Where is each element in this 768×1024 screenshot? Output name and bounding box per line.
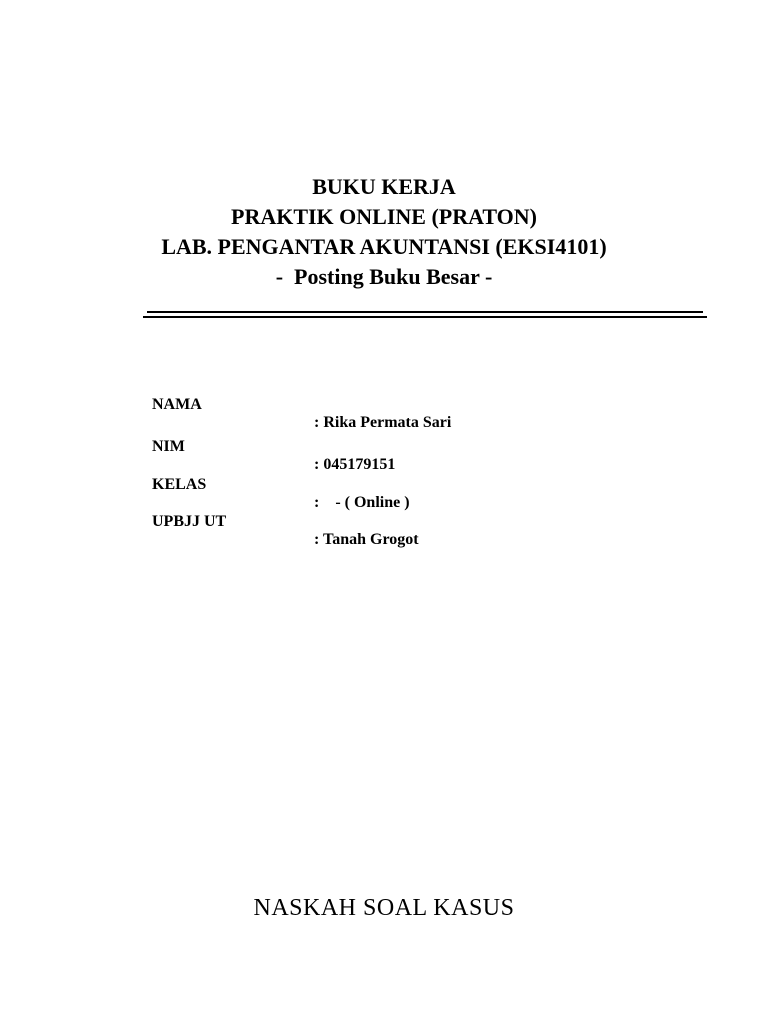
divider-line-top bbox=[147, 311, 703, 313]
divider-line-bottom bbox=[143, 316, 707, 318]
title-praktik-online: PRAKTIK ONLINE (PRATON) bbox=[231, 204, 537, 229]
label-kelas: KELAS bbox=[152, 476, 207, 493]
section-title-naskah-soal-kasus: NASKAH SOAL KASUS bbox=[253, 895, 515, 921]
info-row-upbjj bbox=[152, 495, 572, 567]
document-title-block bbox=[0, 172, 768, 292]
value-nama: : Rika Permata Sari bbox=[314, 414, 452, 431]
title-buku-kerja: BUKU KERJA bbox=[312, 174, 456, 199]
value-nim: : 045179151 bbox=[314, 456, 396, 473]
label-upbjj: UPBJJ UT bbox=[152, 513, 227, 530]
title-lab-course: LAB. PENGANTAR AKUNTANSI (EKSI4101) bbox=[161, 234, 607, 259]
label-nim: NIM bbox=[152, 438, 185, 455]
title-posting-buku-besar: - Posting Buku Besar - bbox=[275, 264, 493, 289]
value-kelas: : - ( Online ) bbox=[314, 494, 410, 511]
value-upbjj: : Tanah Grogot bbox=[314, 531, 419, 548]
label-nama: NAMA bbox=[152, 396, 202, 413]
